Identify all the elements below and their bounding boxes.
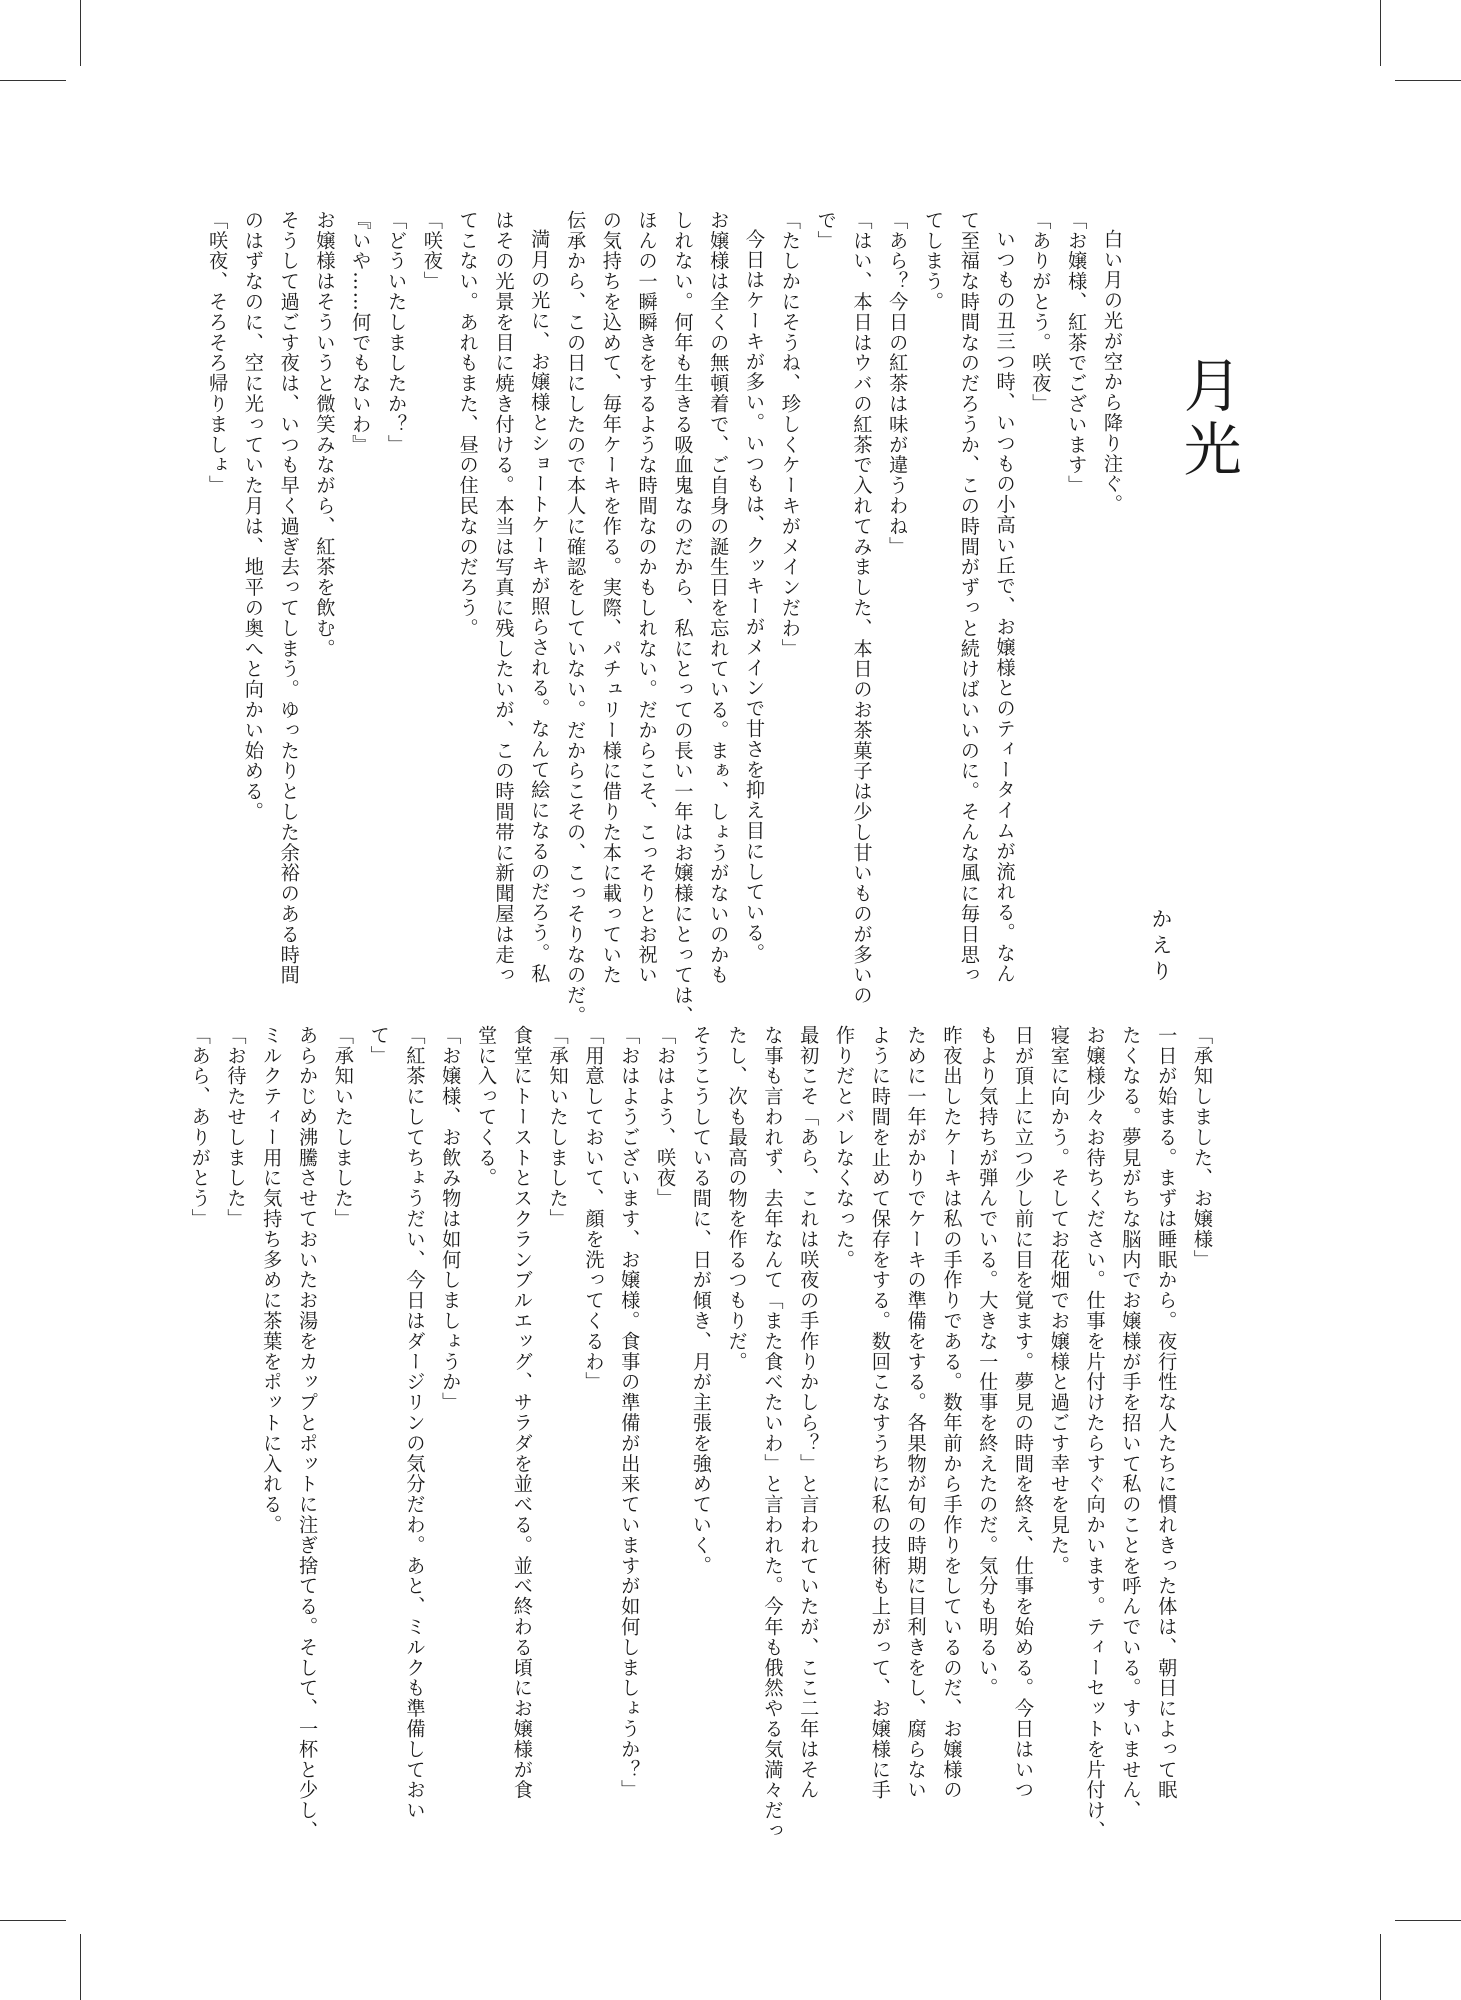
crop-mark (0, 80, 66, 81)
text-line: てこない。あれもまた、昼の住民なのだろう。 (456, 210, 480, 639)
text-line: てしまう。 (922, 210, 946, 312)
text-line: お嬢様は全くの無頓着で、ご自身の誕生日を忘れている。まぁ、しょうがないのかも (707, 210, 731, 986)
author-name: かえり (1149, 908, 1173, 986)
lower-text-block (188, 1025, 1220, 1841)
upper-text-block (206, 210, 1130, 1040)
text-line: ために一年がかりでケーキの準備をする。各果物が旬の時期に目利きをし、腐らない (904, 1025, 928, 1801)
text-line: しれない。何年も生きる吸血鬼なのだから、私にとっての長い一年はお嬢様にとっては、 (671, 210, 695, 1026)
text-line: 「咲夜」 (420, 210, 444, 292)
crop-mark (80, 0, 81, 66)
text-line: 「おはようございます、お嬢様。食事の準備が出来ていますが如何しましょうか？」 (618, 1025, 642, 1801)
text-line: 「お嬢様、お飲み物は如何しましょうか」 (439, 1025, 463, 1413)
text-line: 伝承から、この日にしたので本人に確認をしていない。だからこその、こっそりなのだ。 (564, 210, 588, 1026)
text-line: 「咲夜、そろそろ帰りましょ」 (206, 210, 230, 496)
text-line: 堂に入ってくる。 (475, 1025, 499, 1189)
text-line: そうこうしている間に、日が傾き、月が主張を強めていく。 (689, 1025, 713, 1576)
text-line: 食堂にトーストとスクランブルエッグ、サラダを並べる。並べ終わる頃にお嬢様が食 (510, 1025, 534, 1801)
text-line: 「お嬢様、紅茶でございます」 (1065, 210, 1089, 496)
crop-mark (0, 1920, 66, 1921)
text-line: て」 (367, 1025, 391, 1066)
text-line: はその光景を目に焼き付ける。本当は写真に残したいが、この時間帯に新聞屋は走っ (492, 210, 516, 986)
text-line: ほんの一瞬瞬きをするような時間なのかもしれない。だからこそ、こっそりとお祝い (635, 210, 659, 986)
text-line: 「はい、本日はウバの紅茶で入れてみました、本日のお茶菓子は少し甘いものが多いの (850, 210, 874, 1006)
text-line: もより気持ちが弾んでいる。大きな一仕事を終えたのだ。気分も明るい。 (976, 1025, 1000, 1699)
text-line: お嬢様少々お待ちください。仕事を片付けたらすぐ向かいます。ティーセットを片付け、 (1083, 1025, 1107, 1841)
text-line: 最初こそ「あら、これは咲夜の手作りかしら？」と言われていたが、ここ二年はそん (797, 1025, 821, 1801)
text-line: 「あら、ありがとう」 (188, 1025, 212, 1229)
crop-mark (1380, 0, 1381, 66)
text-line: て至福な時間なのだろうか、この時間がずっと続けばいいのに。そんな風に毎日思っ (957, 210, 981, 986)
text-line: 「用意しておいて、顔を洗ってくるわ」 (582, 1025, 606, 1393)
story-title: 月光 (1173, 355, 1242, 483)
text-line: そうして過ごす夜は、いつも早く過ぎ去ってしまう。ゆったりとした余裕のある時間 (277, 210, 301, 986)
text-line: 「承知いたしました」 (331, 1025, 355, 1229)
crop-mark (1395, 80, 1461, 81)
text-line: お嬢様はそういうと微笑みながら、紅茶を飲む。 (313, 210, 337, 659)
text-line: で」 (814, 210, 838, 251)
text-line: 「承知しました、お嬢様」 (1191, 1025, 1214, 1270)
crop-mark (80, 1934, 81, 2000)
text-line: 「承知いたしました」 (546, 1025, 570, 1229)
text-line: の気持ちを込めて、毎年ケーキを作る。実際、パチュリー様に借りた本に載っていた (599, 210, 623, 986)
text-line: 作りだとバレなくなった。 (833, 1025, 857, 1270)
text-line: 「おはよう、咲夜」 (654, 1025, 678, 1209)
text-line: 昨夜出したケーキは私の手作りである。数年前から手作りをしているのだ、お嬢様の (940, 1025, 964, 1801)
text-line: 「どういたしましたか？」 (385, 210, 409, 455)
text-line: 「ありがとう。咲夜」 (1029, 210, 1053, 414)
crop-mark (1395, 1920, 1461, 1921)
text-line: 「紅茶にしてちょうだい、今日はダージリンの気分だわ。あと、ミルクも準備しておい (403, 1025, 427, 1821)
text-line: ミルクティー用に気持ち多めに茶葉をポットに入れる。 (260, 1025, 284, 1535)
text-line: 白い月の光が空から降り注ぐ。 (1101, 229, 1124, 515)
text-line: 満月の光に、お嬢様とショートケーキが照らされる。なんて絵になるのだろう。私 (528, 229, 552, 984)
text-line: あらかじめ沸騰させておいたお湯をカップとポットに注ぎ捨てる。そして、一杯と少し、 (296, 1025, 320, 1841)
text-line: 今日はケーキが多い。いつもは、クッキーがメインで甘さを抑え目にしている。 (743, 229, 767, 964)
text-line: ように時間を止めて保存をする。数回こなすうちに私の技術も上がって、お嬢様に手 (868, 1025, 892, 1801)
crop-mark (1380, 1934, 1381, 2000)
text-line: のはずなのに、空に光っていた月は、地平の奥へと向かい始める。 (241, 210, 265, 822)
text-line: 「お待たせしました」 (224, 1025, 248, 1229)
text-line: 「あら？今日の紅茶は味が違うわね」 (886, 210, 910, 557)
text-line: たくなる。夢見がちな脳内でお嬢様が手を招いて私のことを呼んでいる。すいません、 (1119, 1025, 1143, 1821)
text-line: 『いや……何でもないわ』 (349, 210, 373, 455)
text-line: 寝室に向かう。そしてお花畑でお嬢様と過ごす幸せを見た。 (1047, 1025, 1071, 1576)
text-line: 「たしかにそうね、珍しくケーキがメインだわ」 (778, 210, 802, 659)
text-line: いつもの丑三つ時、いつもの小高い丘で、お嬢様とのティータイムが流れる。なん (993, 229, 1017, 984)
text-line: 日が頂上に立つ少し前に目を覚ます。夢見の時間を終え、仕事を始める。今日はいつ (1012, 1025, 1036, 1801)
text-line: な事も言われず、去年なんて「また食べたいわ」と言われた。今年も俄然やる気満々だっ (761, 1025, 785, 1841)
text-line: たし、次も最高の物を作るつもりだ。 (725, 1025, 749, 1372)
text-line: 一日が始まる。まずは睡眠から。夜行性な人たちに慣れきった体は、朝日によって眠 (1155, 1025, 1179, 1801)
